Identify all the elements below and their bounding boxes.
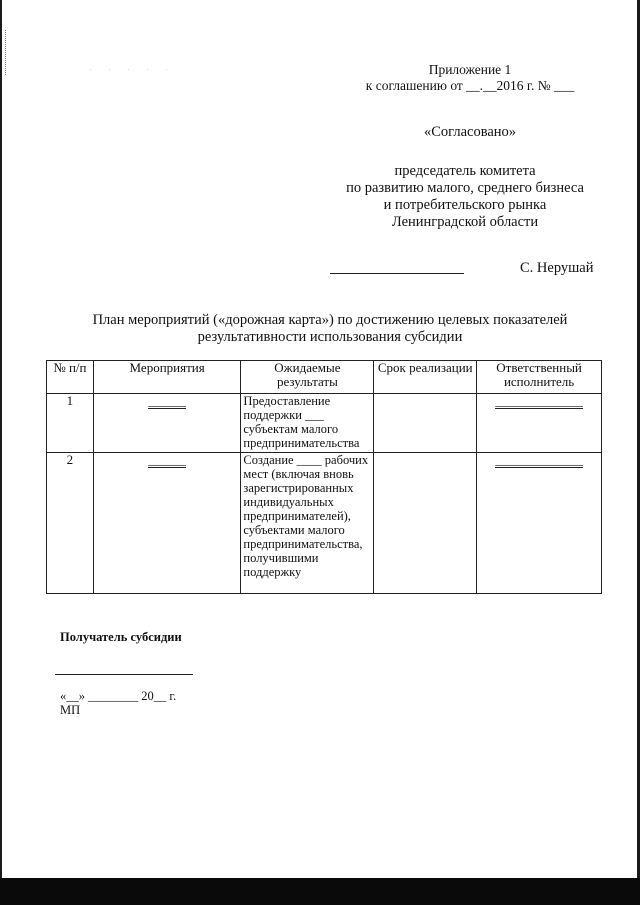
executor-blank: ______________	[495, 394, 583, 408]
scan-specks	[5, 30, 8, 75]
column-header-term: Срок реализации	[374, 361, 477, 394]
executor-cell	[477, 394, 602, 453]
date-line: «__» ________ 20__ г.	[60, 689, 177, 703]
plan-title	[60, 312, 600, 346]
executor-blank: ______________	[495, 453, 583, 467]
table-row	[47, 453, 602, 594]
row-number: 2	[47, 453, 94, 594]
stamp-label: МП	[60, 703, 81, 717]
approver-position-line: и потребительского рынка	[383, 197, 547, 213]
column-header-results: Ожидаемые результаты	[241, 361, 374, 394]
scan-band-bottom	[0, 878, 640, 905]
approver-name: С. Нерушай	[520, 260, 594, 276]
row-number: 1	[47, 394, 94, 453]
term-cell	[374, 453, 477, 594]
scan-dots: . . . . .	[90, 66, 176, 72]
recipient-signature-line	[55, 674, 193, 675]
approver-signature-line	[330, 273, 464, 274]
activity-blank: ______	[148, 453, 186, 467]
column-header-executor: Ответственный исполнитель	[477, 361, 602, 394]
appendix-title: Приложение 1	[428, 62, 512, 77]
approver-position	[330, 163, 600, 231]
roadmap-table	[46, 360, 602, 594]
executor-cell	[477, 453, 602, 594]
approver-position-line: по развитию малого, среднего бизнеса	[346, 180, 584, 196]
activity-cell	[93, 453, 241, 594]
column-header-number: № п/п	[47, 361, 94, 394]
activity-blank: ______	[148, 394, 186, 408]
column-header-activities: Мероприятия	[93, 361, 241, 394]
term-cell	[374, 394, 477, 453]
approver-position-line: Ленинградской области	[391, 214, 539, 230]
table-row	[47, 394, 602, 453]
appendix-header	[350, 62, 590, 94]
plan-title-line: План мероприятий («дорожная карта») по достижению целевых показателей	[92, 312, 568, 328]
recipient-label: Получатель субсидии	[60, 630, 182, 644]
results-cell: Предоставление поддержки ___ субъектам малого предпринимательства	[241, 394, 374, 453]
appendix-reference: к соглашению от __.__2016 г. № ___	[365, 78, 575, 93]
results-cell: Создание ____ рабочих мест (включая вновь зарегистрированных индивидуальных предпринимателей), субъектами малого предпринимательства, получившими поддержку	[241, 453, 374, 594]
plan-title-line: результативности использования субсидии	[197, 329, 463, 345]
scan-edge-left	[0, 0, 2, 878]
activity-cell	[93, 394, 241, 453]
approver-position-line: председатель комитета	[394, 163, 536, 179]
table-header-row	[47, 361, 602, 394]
approval-label: «Согласовано»	[423, 124, 517, 140]
